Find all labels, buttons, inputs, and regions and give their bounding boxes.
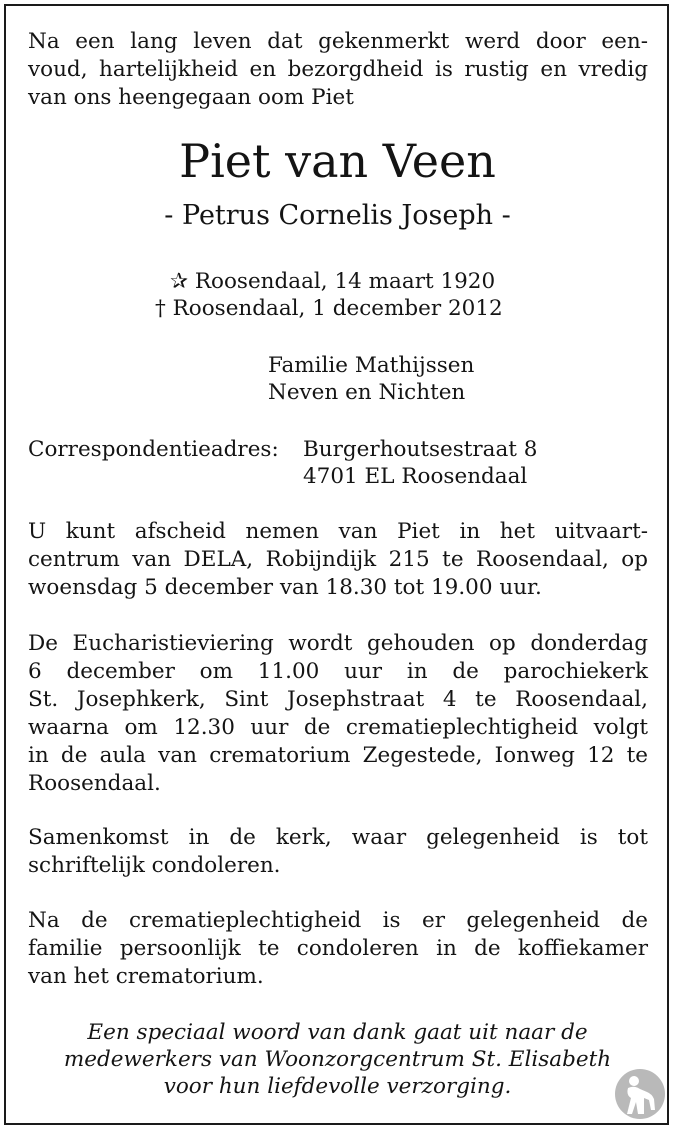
farewell-line: centrum van DELA, Robijndijk 215 te Roosendaal, op [28,547,648,572]
gathering-line: schriftelijk condoleren. [28,853,281,878]
mass-line: De Eucharistieviering wordt gehouden op donderdag [28,631,648,656]
death-line: † Roosendaal, 1 december 2012 [155,296,503,321]
mass-line: in de aula van crematorium Zegestede, Ionweg 12 te [28,743,648,768]
mass-paragraph [28,630,648,798]
correspondence-label: Correspondentieadres: [28,437,279,462]
condolence-line: Na de crematieplechtigheid is er gelegenheid de [28,908,648,933]
birth-line: ✰ Roosendaal, 14 maart 1920 [170,269,496,294]
gathering-paragraph [28,824,648,880]
condolence-paragraph [28,907,648,991]
mass-line: St. Josephkerk, Sint Josephstraat 4 te Roosendaal, [28,687,648,712]
gathering-line: Samenkomst in de kerk, waar gelegenheid is tot [28,825,648,850]
mass-line: 6 december om 11.00 uur in de parochiekerk [28,659,648,684]
thanks-line: voor hun liefdevolle verzorging. [163,1074,512,1099]
mourning-figure-icon [614,1068,666,1120]
correspondence-street: Burgerhoutsestraat 8 [303,437,538,462]
thanks-line: medewerkers van Woonzorgcentrum St. Elisabeth [63,1047,612,1072]
condolence-line: van het crematorium. [28,964,264,989]
intro-line: voud, hartelijkheid en bezorgdheid is rustig en vredig [28,57,648,82]
intro-line: van ons heengegaan oom Piet [28,85,354,110]
intro-paragraph [28,28,648,112]
mass-line: waarna om 12.30 uur de crematieplechtigheid volgt [28,715,648,740]
family-line: Familie Mathijssen [268,353,475,378]
mass-line: Roosendaal. [28,771,161,796]
farewell-line: U kunt afscheid nemen van Piet in het uitvaart- [28,519,648,544]
farewell-paragraph [28,518,648,602]
condolence-line: familie persoonlijk te condoleren in de koffiekamer [28,936,648,961]
farewell-line: woensdag 5 december van 18.30 tot 19.00 uur. [28,575,542,600]
deceased-full-name: - Petrus Cornelis Joseph - [164,200,511,231]
intro-line: Na een lang leven dat gekenmerkt werd door een- [28,29,648,54]
family-line: Neven en Nichten [268,380,466,405]
correspondence-city: 4701 EL Roosendaal [303,464,528,489]
thanks-line: Een speciaal woord van dank gaat uit naar de [87,1020,588,1045]
deceased-name: Piet van Veen [179,134,496,188]
